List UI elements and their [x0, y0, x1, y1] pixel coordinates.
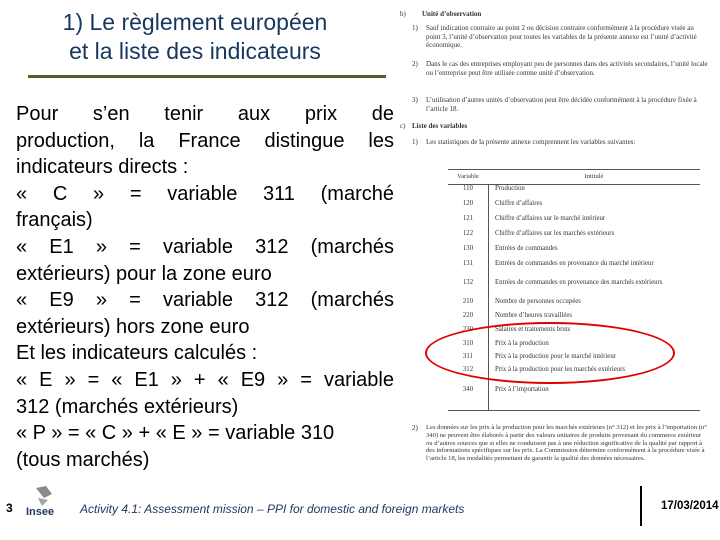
body-line: « E1 » = variable 312 (marchés — [16, 235, 394, 258]
body-line: production, la France distingue les — [16, 129, 394, 152]
variable-label: Prix à la production pour le marché intérieur — [495, 353, 616, 360]
b2-number: 2) — [412, 60, 418, 68]
regulation-excerpt — [398, 6, 712, 482]
variable-label: Entrées de commandes en provenance du marché intérieur — [495, 260, 654, 267]
slide-title-line-1: 1) Le règlement européen — [62, 9, 328, 35]
variable-code: 312 — [448, 366, 489, 386]
slide-number: 3 — [6, 501, 13, 515]
body-line: français) — [16, 209, 93, 232]
c2-number: 2) — [412, 424, 418, 432]
c1-number: 1) — [412, 138, 418, 146]
variable-code: 132 — [448, 279, 489, 298]
body-line: « P » = « C » + « E » = variable 310 — [16, 422, 335, 445]
footer-divider — [640, 486, 642, 526]
body-line: « E9 » = variable 312 (marchés — [16, 289, 394, 312]
variable-code: 220 — [448, 312, 489, 326]
variable-label: Nombre de personnes occupées — [495, 298, 581, 305]
body-line: 312 (marchés extérieurs) — [16, 395, 239, 418]
table-row — [448, 245, 700, 260]
c1-text: Les statistiques de la présente annexe comprennent les variables suivantes: — [426, 138, 636, 146]
variable-label: Chiffre d’affaires sur le marché intérieur — [495, 215, 606, 222]
table-row — [448, 260, 700, 279]
table-row — [448, 230, 700, 245]
body-line: « C » = variable 311 (marché — [16, 182, 394, 205]
body-text — [16, 101, 394, 473]
body-line: extérieurs) pour la zone euro — [16, 262, 272, 285]
variable-label: Prix à la production — [495, 340, 549, 347]
b2-text: Dans le cas des entreprises employant peu de personnes dans des activités secondaires, l’unité locale ou l’entreprise peut être utilisée comme unité d’observation. — [426, 60, 708, 77]
variable-code: 340 — [448, 386, 489, 410]
b3-text: L’utilisation d’autres unités d’observation peut être décidée conformément à la procédure fixée à l’article 18. — [426, 96, 697, 113]
table-row — [448, 298, 700, 312]
variable-label: Entrées de commandes — [495, 245, 558, 252]
variable-code: 210 — [448, 298, 489, 312]
title-underline — [28, 75, 386, 78]
variable-code: 311 — [448, 353, 489, 366]
body-line: indicateurs directs : — [16, 156, 189, 179]
variable-code: 120 — [448, 200, 489, 215]
c2-text: Les données sur les prix à la production pour les marchés extérieurs (n° 312) et les prix à l’importation (n° 340) ne peuvent être élaborés à partir des valeurs unitaires de produits provenant du commerce extérieur ou d’autres sources que si elles ne conduisent pas à une réduction significative de la qualité par rapport à des informations spécifiques sur les prix. La Commission détermine conformément à la procédure visée à l’article 18, les modalités permettant de garantir la qualité des données nécessaires. — [426, 424, 707, 463]
variable-code: 110 — [448, 185, 489, 200]
column-header-variable: Variable — [457, 172, 479, 180]
variable-label: Chiffre d’affaires — [495, 200, 543, 207]
b3-number: 3) — [412, 96, 418, 104]
b1-text: Sauf indication contraire au point 2 ou décision contraire conformément à la procédure visée au point 3, l’unité d’observation pour toutes les variables de la présente annexe est l’unité d’activité économique. — [426, 24, 697, 50]
table-row — [448, 386, 700, 410]
logo-wordmark: Insee — [26, 506, 55, 518]
variable-label: Entrées de commandes en provenance des marchés extérieurs — [495, 279, 663, 286]
body-line: « E » = « E1 » + « E9 » = variable — [16, 368, 394, 391]
slide-footer — [0, 482, 720, 540]
variable-code: 131 — [448, 260, 489, 279]
section-b-heading: Unité d’observation — [422, 10, 482, 18]
variable-label: Prix à la production pour les marchés extérieurs — [495, 366, 626, 373]
footer-caption: Activity 4.1: Assessment mission – PPI for domestic and foreign markets — [80, 502, 465, 516]
table-row — [448, 215, 700, 230]
variable-code: 121 — [448, 215, 489, 230]
slide-title-line-2: et la liste des indicateurs — [69, 38, 321, 64]
body-line: Pour s’en tenir aux prix de — [16, 103, 394, 125]
variable-label: Chiffre d’affaires sur les marchés extérieurs — [495, 230, 615, 237]
table-row — [448, 200, 700, 215]
variable-label: Production — [495, 185, 525, 192]
variable-code: 310 — [448, 340, 489, 353]
variable-label: Salaires et traitements bruts — [495, 326, 571, 333]
variable-code: 230 — [448, 326, 489, 340]
b1-number: 1) — [412, 24, 418, 32]
variable-code: 130 — [448, 245, 489, 260]
slide-title — [10, 8, 380, 66]
body-line: extérieurs) hors zone euro — [16, 315, 250, 338]
variable-code: 122 — [448, 230, 489, 245]
body-line: Et les indicateurs calculés : — [16, 342, 258, 365]
highlight-oval — [425, 322, 675, 384]
table-row — [448, 185, 700, 200]
body-line: (tous marchés) — [16, 448, 150, 471]
table-header — [448, 170, 700, 185]
variable-label: Prix à l’importation — [495, 386, 549, 393]
variable-label: Nombre d’heures travaillées — [495, 312, 572, 319]
table-row — [448, 279, 700, 298]
section-b-label: b) — [400, 10, 406, 18]
section-c-heading: Liste des variables — [412, 122, 468, 130]
footer-date: 17/03/2014 — [661, 500, 719, 512]
section-c-label: c) — [400, 122, 406, 130]
column-header-title: Intitulé — [584, 172, 604, 180]
